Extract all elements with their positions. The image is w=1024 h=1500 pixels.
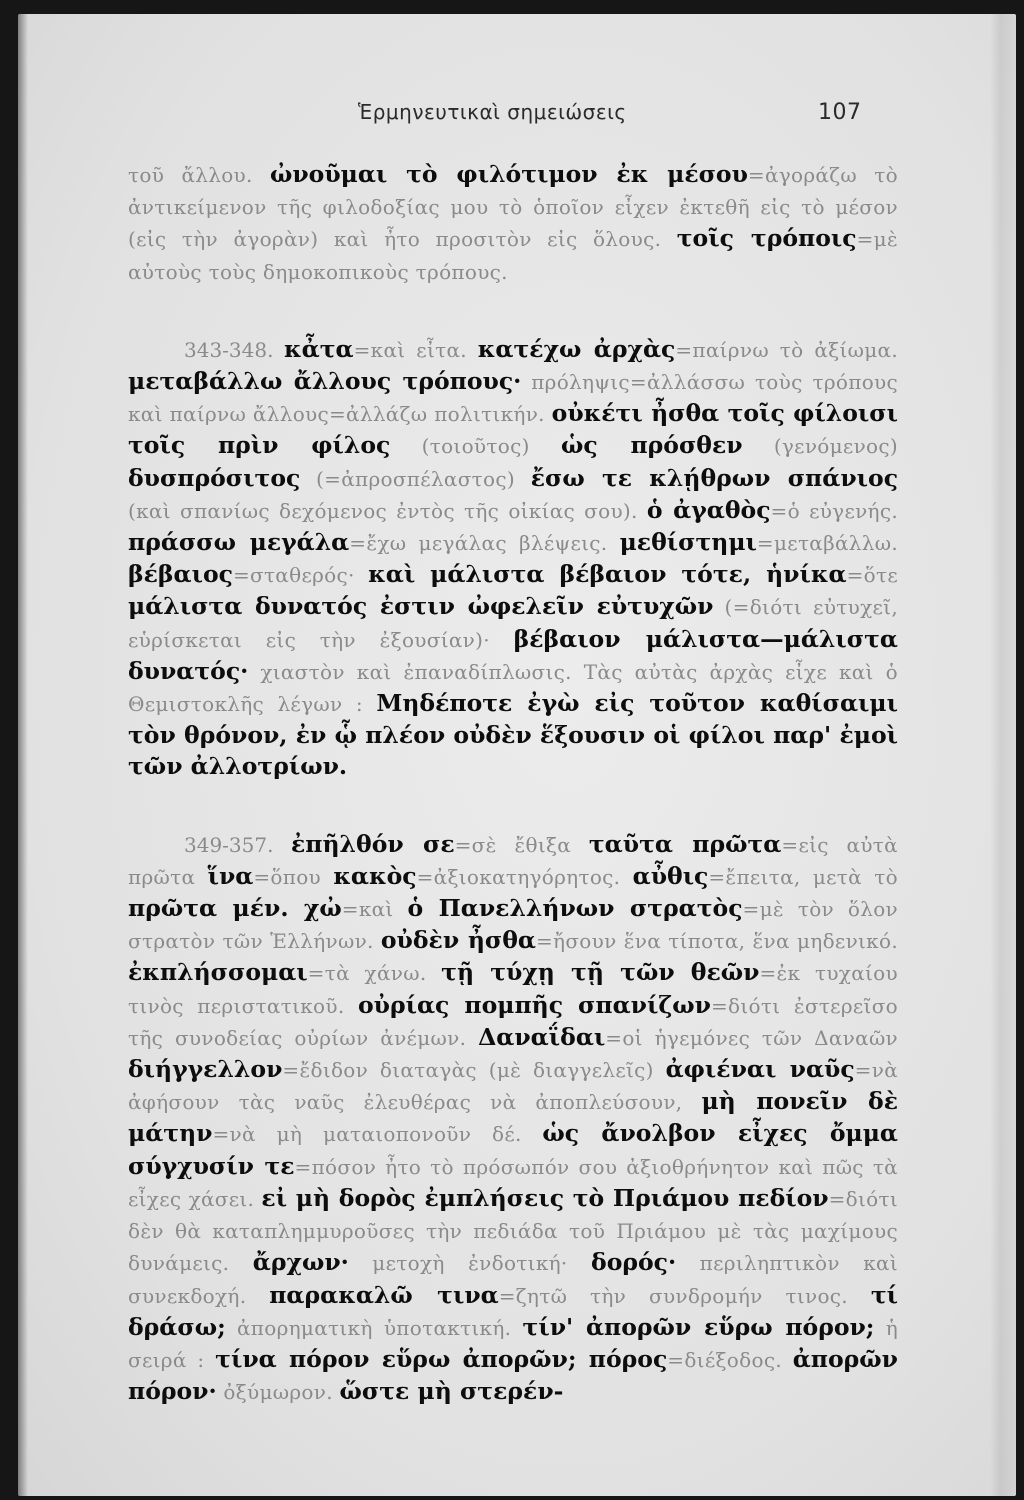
gloss-text: =καὶ bbox=[341, 897, 408, 922]
paragraph-349-357 bbox=[128, 829, 898, 1409]
lemma-text: τίν' ἀπορῶν εὕρω πόρον; bbox=[522, 1312, 875, 1341]
lemma-text: δορός· bbox=[591, 1248, 677, 1277]
gloss-text: =ἤσουν ἕνα τίποτα, ἕνα μηδενικό. bbox=[536, 929, 898, 954]
gloss-text: =μεταβάλλω. bbox=[756, 531, 898, 556]
gloss-text: =σὲ ἔθιξα bbox=[454, 832, 589, 857]
paragraph-continuation bbox=[128, 159, 898, 288]
lemma-text: πράσσω μεγάλα bbox=[128, 528, 350, 557]
lemma-text: παρακαλῶ τινα bbox=[269, 1280, 499, 1309]
gloss-text: =μὲ τὸν ὅλον στρατὸν τῶν Ἑλλήνων. bbox=[128, 897, 899, 954]
commentary-body bbox=[128, 159, 898, 1408]
gloss-text: =τὰ χάνω. bbox=[307, 961, 442, 986]
gloss-text: χιαστὸν καὶ ἐπαναδίπλωσις. Τὰς αὐτὰς ἀρχὰς εἶχε καὶ ὁ Θεμιστοκλῆς λέγων : bbox=[128, 659, 898, 717]
lemma-text: ὡς ἄνολβον εἶχες ὄμμα σύγχυσίν τε bbox=[128, 1119, 898, 1180]
lemma-text: ἐκπλήσσομαι bbox=[128, 958, 308, 987]
gloss-text: τοῦ ἄλλου. bbox=[128, 163, 270, 187]
gloss-text: (τοιοῦτος) bbox=[390, 434, 561, 459]
gloss-text: (καὶ σπανίως δεχόμενος ἐντὸς τῆς οἰκίας σου). bbox=[128, 498, 647, 523]
lemma-text: κἆτα bbox=[284, 334, 354, 363]
gloss-text: =ἔπειτα, μετὰ τὸ bbox=[708, 864, 898, 889]
lemma-text: ἵνα bbox=[207, 861, 254, 890]
page-edge-shadow bbox=[990, 14, 1016, 1496]
lemma-text: ὁ Πανελλήνων στρατὸς bbox=[407, 894, 743, 923]
gloss-text: =πόσον ἦτο τὸ πρόσωπόν σου ἀξιοθρήνητον καὶ πῶς τὰ εἶχες χάσει. bbox=[128, 1154, 898, 1211]
lemma-text: βέβαιος bbox=[128, 560, 233, 589]
gloss-text: =ζητῶ τὴν συνδρομήν τινος. bbox=[498, 1283, 871, 1308]
gloss-text: =διέξοδος. bbox=[667, 1347, 793, 1372]
lemma-text: διήγγελλον bbox=[128, 1055, 283, 1084]
page-gutter-shadow bbox=[18, 14, 28, 1496]
gloss-text: =διότι δὲν θὰ καταπλημμυροῦσες τὴν πεδιάδα τοῦ Πριάμου μὲ τὰς μαχίμους δυνάμεις. bbox=[128, 1186, 898, 1276]
gloss-text: =εἰς αὐτὰ πρῶτα bbox=[128, 832, 898, 889]
lemma-text: ἀφιέναι ναῦς bbox=[665, 1055, 855, 1084]
gloss-text: =ἐκ τυχαίου τινὸς περιστατικοῦ. bbox=[128, 961, 898, 1018]
lemma-text: δυσπρόσιτος bbox=[128, 463, 301, 492]
lemma-text: βέβαιον μάλιστα—μάλιστα δυνατός· bbox=[128, 624, 898, 685]
lemma-text: ὠνοῦμαι τὸ φιλότιμον ἐκ μέσου bbox=[269, 160, 748, 188]
line-reference: 343-348. bbox=[184, 337, 285, 362]
lemma-text: ὡς πρόσθεν bbox=[560, 431, 743, 460]
line-reference: 349-357. bbox=[184, 832, 291, 857]
gloss-text: =ὅπου bbox=[253, 864, 334, 889]
lemma-text: πρῶτα μέν. χὠ bbox=[128, 894, 342, 923]
lemma-text: οὐρίας πομπῆς σπανίζων bbox=[357, 990, 711, 1019]
paragraph-343-348 bbox=[128, 334, 898, 783]
gloss-text: (=ἀπροσπέλαστος) bbox=[300, 466, 531, 491]
gloss-text: ὀξύμωρον. bbox=[216, 1380, 340, 1405]
gloss-text: =σταθερός· bbox=[232, 563, 369, 588]
lemma-text: εἰ μὴ δορὸς ἐμπλήσεις τὸ Πριάμου πεδίον bbox=[261, 1183, 829, 1212]
lemma-text: ὁ ἀγαθὸς bbox=[646, 495, 771, 524]
gloss-text: =παίρνω τὸ ἀξίωμα. bbox=[675, 337, 898, 362]
lemma-text: Δαναΐδαι bbox=[478, 1022, 606, 1051]
lemma-text: τί δράσω; bbox=[128, 1280, 898, 1341]
lemma-text: μάλιστα δυνατός ἐστιν ὠφελεῖν εὐτυχῶν bbox=[128, 592, 714, 621]
lemma-text: Μηδέποτε ἐγὼ εἰς τοῦτον καθίσαιμι τὸν θρόνον, ἐν ᾧ πλέον οὐδὲν ἕξουσιν οἱ φίλοι παρ' ἐμοὶ τῶν ἀλλοτρίων. bbox=[128, 689, 898, 781]
lemma-text: ταῦτα πρῶτα bbox=[588, 829, 782, 858]
gloss-text: (=διότι εὐτυχεῖ, εὑρίσκεται εἰς τὴν ἐξουσίαν)· bbox=[128, 595, 898, 652]
lemma-text: μεθίστημι bbox=[619, 528, 757, 557]
lemma-text: ἄρχων· bbox=[252, 1248, 349, 1277]
gloss-text: ἡ σειρά : bbox=[128, 1315, 898, 1372]
gloss-text: =ἀξιοκατηγόρητος. bbox=[416, 864, 633, 889]
gloss-text: =νὰ μὴ ματαιοπονοῦν δέ. bbox=[212, 1122, 543, 1147]
gloss-text: (γενόμενος) bbox=[742, 434, 898, 459]
gloss-text: =ἀγοράζω τὸ ἀντικείμενον τῆς φιλοδοξίας μου τὸ ὁποῖον εἶχεν ἐκτεθῆ εἰς τὸ μέσον (εἰς τὴν ἀγορὰν) καὶ ἦτο προσιτὸν εἰς ὅλους. bbox=[128, 163, 898, 252]
lemma-text: ὥστε μὴ στερέν- bbox=[339, 1377, 564, 1406]
lemma-text: αὖθις bbox=[632, 861, 709, 890]
gloss-text: =ὅτε bbox=[846, 563, 898, 588]
lemma-text: τίνα πόρον εὕρω ἀπορῶν; πόρος bbox=[215, 1344, 668, 1373]
gloss-text: =οἱ ἡγεμόνες τῶν Δαναῶν bbox=[605, 1025, 899, 1050]
lemma-text: τοῖς τρόποις bbox=[676, 224, 857, 253]
gloss-text: =μὲ αὐτοὺς τοὺς δημοκοπικοὺς τρόπους. bbox=[128, 227, 898, 284]
gloss-text: =νὰ ἀφήσουν τὰς ναῦς ἐλευθέρας νὰ ἀποπλεύσουν, bbox=[128, 1058, 898, 1115]
lemma-text: κακὸς bbox=[333, 861, 417, 890]
page-number: 107 bbox=[818, 100, 862, 125]
lemma-text: οὐδὲν ἦσθα bbox=[380, 926, 536, 955]
gloss-text: πρόληψις=ἀλλάσσω τοὺς τρόπους καὶ παίρνω ἄλλους=ἀλλάζω πολιτικήν. bbox=[128, 370, 898, 427]
gloss-text: μετοχὴ ἐνδοτική· bbox=[348, 1251, 592, 1276]
book-page bbox=[18, 14, 1016, 1496]
gloss-text: περιληπτικὸν καὶ συνεκδοχή. bbox=[128, 1251, 898, 1308]
lemma-text: μὴ πονεῖν δὲ μάτην bbox=[128, 1087, 898, 1148]
gloss-text: =ἔχω μεγάλας βλέψεις. bbox=[349, 531, 620, 556]
lemma-text: οὐκέτι ἦσθα τοῖς φίλοισι τοῖς πρὶν φίλος bbox=[128, 399, 898, 460]
lemma-text: κατέχω ἀρχὰς bbox=[477, 334, 676, 363]
lemma-text: τῇ τύχῃ τῇ τῶν θεῶν bbox=[441, 958, 760, 987]
lemma-text: μεταβάλλω ἄλλους τρόπους· bbox=[128, 367, 522, 396]
gloss-text: =διότι ἐστερεῖσο τῆς συνοδείας οὐρίων ἀνέμων. bbox=[128, 993, 898, 1050]
running-title: Ἑρμηνευτικαὶ σημειώσεις bbox=[358, 100, 627, 124]
gloss-text: =ἔδιδον διαταγὰς (μὲ διαγγελεῖς) bbox=[282, 1058, 666, 1083]
lemma-text: ἐπῆλθόν σε bbox=[290, 829, 455, 858]
gloss-text: =καὶ εἶτα. bbox=[353, 337, 478, 362]
lemma-text: καὶ μάλιστα βέβαιον τότε, ἡνίκα bbox=[368, 560, 847, 589]
gloss-text: =ὁ εὐγενής. bbox=[770, 498, 898, 523]
lemma-text: ἔσω τε κλῄθρων σπάνιος bbox=[530, 463, 898, 492]
gloss-text: ἀπορηματικὴ ὑποτακτική. bbox=[225, 1315, 523, 1340]
lemma-text: ἀπορῶν πόρον· bbox=[128, 1344, 898, 1406]
